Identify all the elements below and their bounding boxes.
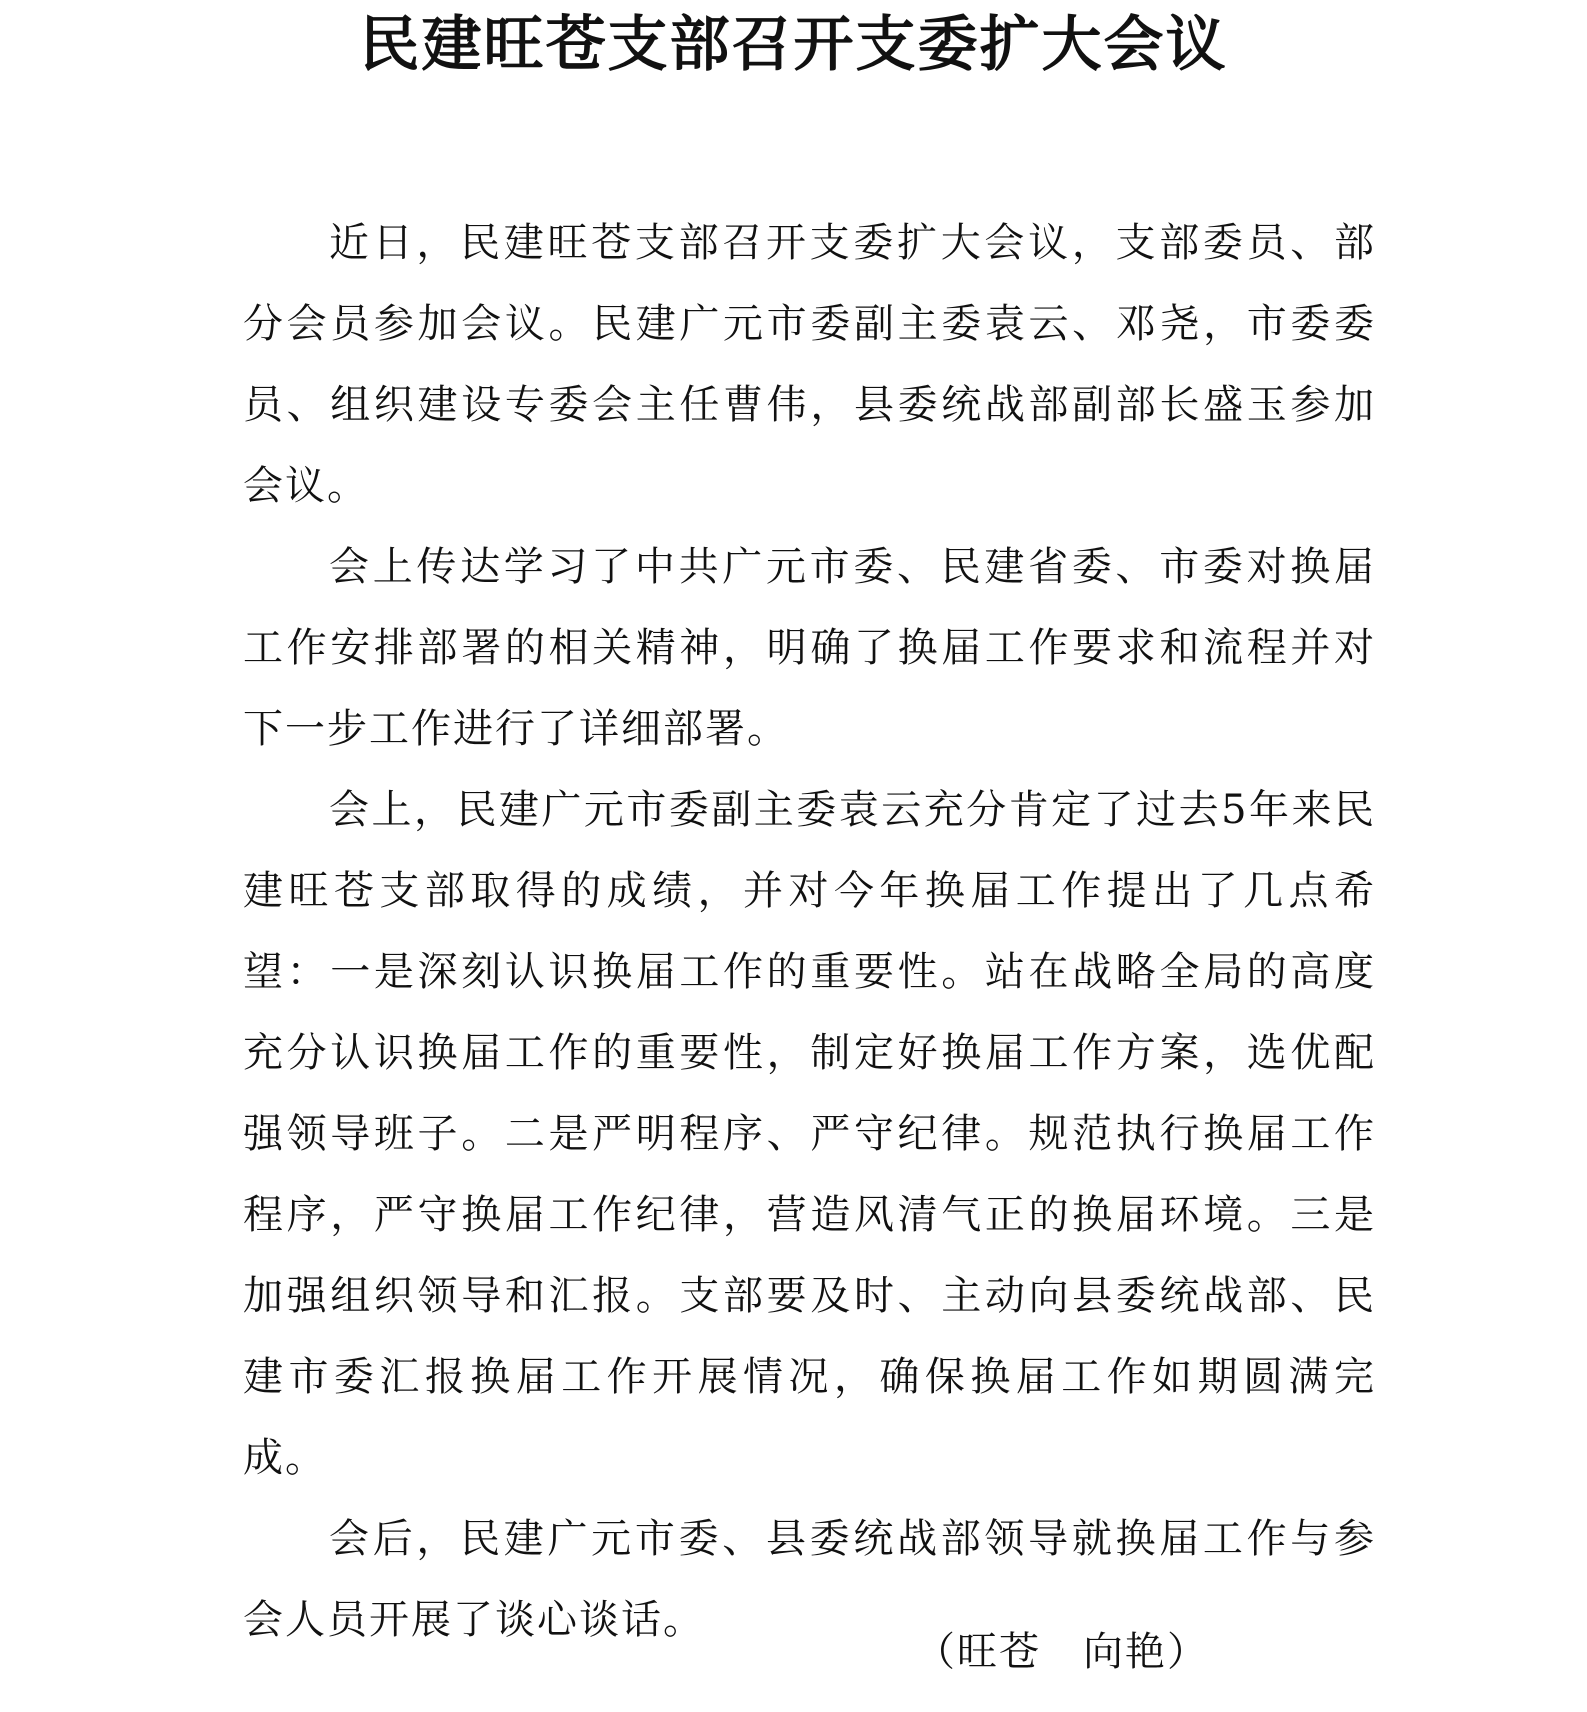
article-body [243, 203, 1376, 1661]
author-signature: （旺苍 向艳） [915, 1629, 1209, 1675]
article-title: 民建旺苍支部召开支委扩大会议 [359, 10, 1228, 80]
paragraph-1: 近日，民建旺苍支部召开支委扩大会议，支部委员、部分会员参加会议。民建广元市委副主委袁云、邓尧，市委委员、组织建设专委会主任曹伟，县委统战部副部长盛玉参加会议。 [243, 220, 1376, 509]
paragraph-2: 会上传达学习了中共广元市委、民建省委、市委对换届工作安排部署的相关精神，明确了换届工作要求和流程并对下一步工作进行了详细部署。 [243, 544, 1376, 752]
paragraph-3: 会上，民建广元市委副主委袁云充分肯定了过去5年来民建旺苍支部取得的成绩，并对今年换届工作提出了几点希望：一是深刻认识换届工作的重要性。站在战略全局的高度充分认识换届工作的重要性，制定好换届工作方案，选优配强领导班子。二是严明程序、严守纪律。规范执行换届工作程序，严守换届工作纪律，营造风清气正的换届环境。三是加强组织领导和汇报。支部要及时、主动向县委统战部、民建市委汇报换届工作开展情况，确保换届工作如期圆满完成。 [243, 787, 1376, 1481]
paragraph-4: 会后，民建广元市委、县委统战部领导就换届工作与参会人员开展了谈心谈话。 [243, 1516, 1376, 1643]
